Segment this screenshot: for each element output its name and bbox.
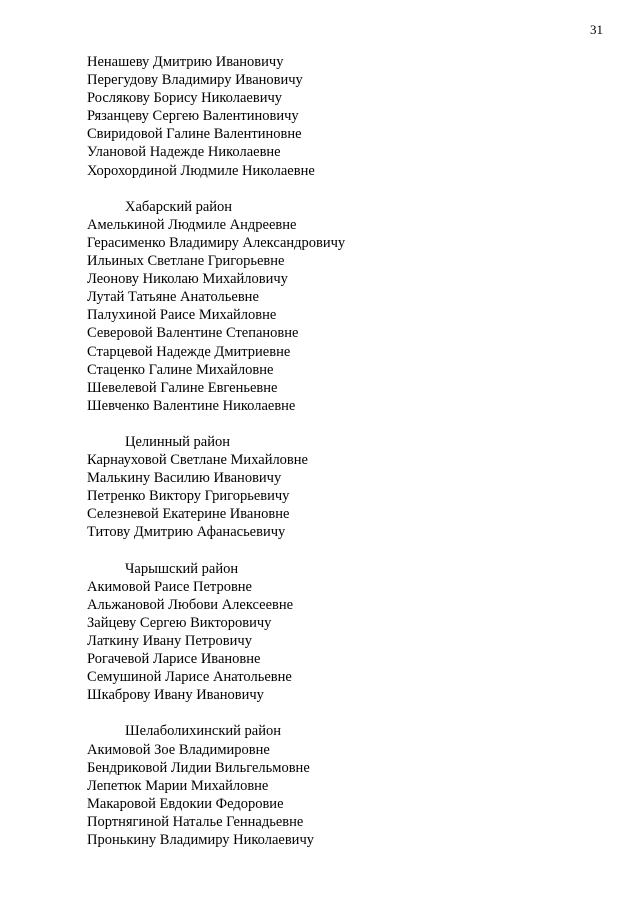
recipient-name: Свиридовой Галине Валентиновне xyxy=(87,126,302,143)
recipient-name: Пронькину Владимиру Николаевичу xyxy=(87,832,314,849)
recipient-name: Улановой Надежде Николаевне xyxy=(87,144,281,161)
blank-line xyxy=(87,180,607,198)
recipient-name: Ненашеву Дмитрию Ивановичу xyxy=(87,54,284,70)
recipient-name: Шкаброву Ивану Ивановичу xyxy=(87,687,264,704)
blank-line xyxy=(87,415,607,433)
recipient-name: Герасименко Владимиру Александровичу xyxy=(87,234,346,251)
recipient-name: Старцевой Надежде Дмитриевне xyxy=(87,343,291,360)
recipient-name: Карнауховой Светлане Михайловне xyxy=(87,452,308,469)
recipient-name: Зайцеву Сергею Викторовичу xyxy=(87,614,272,631)
recipient-name: Леонову Николаю Михайловичу xyxy=(87,271,288,288)
recipient-name: Стаценко Галине Михайловне xyxy=(87,361,274,378)
blank-line xyxy=(87,542,607,560)
district-heading: Чарышский район xyxy=(125,560,239,577)
recipient-name: Рязанцеву Сергею Валентиновичу xyxy=(87,108,299,125)
recipient-name: Селезневой Екатерине Ивановне xyxy=(87,506,290,523)
recipient-name: Титову Дмитрию Афанасьевичу xyxy=(87,524,286,541)
recipient-name: Перегудову Владимиру Ивановичу xyxy=(87,72,303,89)
document-body xyxy=(87,53,607,849)
district-heading: Хабарский район xyxy=(125,198,233,215)
district-heading: Шелаболихинский район xyxy=(125,723,282,740)
recipient-name: Портнягиной Наталье Геннадьевне xyxy=(87,813,304,830)
recipient-name: Амелькиной Людмиле Андреевне xyxy=(87,216,297,233)
recipient-name: Хорохординой Людмиле Николаевне xyxy=(87,162,315,179)
recipient-name: Семушиной Ларисе Анатольевне xyxy=(87,669,292,686)
page-number: 31 xyxy=(590,22,603,37)
recipient-name: Шевченко Валентине Николаевне xyxy=(87,397,296,414)
recipient-name: Петренко Виктору Григорьевичу xyxy=(87,488,290,505)
recipient-name: Лутай Татьяне Анатольевне xyxy=(87,289,259,306)
blank-line xyxy=(87,704,607,722)
recipient-name: Палухиной Раисе Михайловне xyxy=(87,307,277,324)
recipient-name: Латкину Ивану Петровичу xyxy=(87,633,252,649)
recipient-name: Лепетюк Марии Михайловне xyxy=(87,777,269,794)
recipient-name: Макаровой Евдокии Федоровие xyxy=(87,795,284,812)
recipient-name: Северовой Валентине Степановне xyxy=(87,325,299,342)
recipient-name: Рогачевой Ларисе Ивановне xyxy=(87,651,261,668)
recipient-name: Рослякову Борису Николаевичу xyxy=(87,90,282,107)
recipient-name: Акимовой Зое Владимировне xyxy=(87,741,270,758)
recipient-name: Ильиных Светлане Григорьевне xyxy=(87,253,285,270)
recipient-name: Акимовой Раисе Петровне xyxy=(87,578,252,595)
district-heading: Целинный район xyxy=(125,433,231,450)
recipient-name: Шевелевой Галине Евгеньевне xyxy=(87,379,278,396)
recipient-name: Бендриковой Лидии Вильгельмовне xyxy=(87,759,310,776)
recipient-name: Альжановой Любови Алексеевне xyxy=(87,596,294,613)
recipient-name: Малькину Василию Ивановичу xyxy=(87,470,282,487)
